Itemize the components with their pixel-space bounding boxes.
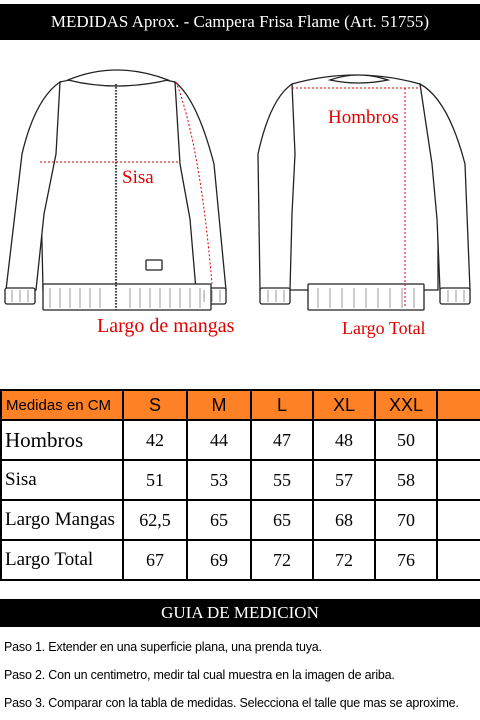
size-header: M bbox=[187, 390, 251, 420]
table-header-row bbox=[1, 390, 480, 420]
table-cell-empty bbox=[437, 420, 480, 460]
table-cell: 44 bbox=[187, 420, 251, 460]
jacket-front bbox=[5, 70, 226, 310]
size-header: XL bbox=[313, 390, 375, 420]
table-cell: 55 bbox=[251, 460, 313, 500]
back-ribbing bbox=[268, 288, 464, 308]
size-header: L bbox=[251, 390, 313, 420]
table-cell: 58 bbox=[375, 460, 437, 500]
table-cell: 62,5 bbox=[123, 500, 187, 540]
table-cell: 72 bbox=[313, 540, 375, 580]
table-cell: 48 bbox=[313, 420, 375, 460]
guide-steps bbox=[4, 633, 480, 717]
sleeve-length-label: Largo de mangas bbox=[97, 315, 235, 337]
table-row bbox=[1, 540, 480, 580]
table-cell: 51 bbox=[123, 460, 187, 500]
table-cell: 69 bbox=[187, 540, 251, 580]
guide-step: Paso 2. Con un centimetro, medir tal cual muestra en la imagen de ariba. bbox=[4, 668, 395, 682]
table-cell: 42 bbox=[123, 420, 187, 460]
table-cell: 65 bbox=[251, 500, 313, 540]
table-cell: 72 bbox=[251, 540, 313, 580]
size-header: S bbox=[123, 390, 187, 420]
table-cell: 68 bbox=[313, 500, 375, 540]
guide-step: Paso 3. Comparar con la tabla de medidas. Selecciona el talle que mas se aproxime. bbox=[4, 696, 459, 710]
page-title: MEDIDAS Aprox. - Campera Frisa Flame (Art. 51755) bbox=[0, 4, 480, 40]
table-cell: 65 bbox=[187, 500, 251, 540]
total-length-label: Largo Total bbox=[342, 318, 426, 338]
guide-title: GUIA DE MEDICION bbox=[0, 599, 480, 627]
shoulders-label: Hombros bbox=[328, 107, 399, 128]
row-label: Hombros bbox=[1, 420, 123, 460]
size-table bbox=[0, 389, 480, 581]
size-header: XXL bbox=[375, 390, 437, 420]
sisa-label: Sisa bbox=[122, 167, 154, 188]
table-cell: 76 bbox=[375, 540, 437, 580]
guide-step: Paso 1. Extender en una superficie plana, una prenda tuya. bbox=[4, 640, 322, 654]
table-cell: 67 bbox=[123, 540, 187, 580]
row-label: Sisa bbox=[1, 460, 123, 500]
table-cell: 70 bbox=[375, 500, 437, 540]
table-cell-empty bbox=[437, 540, 480, 580]
table-row bbox=[1, 420, 480, 460]
row-label: Largo Total bbox=[1, 540, 123, 580]
table-row bbox=[1, 500, 480, 540]
table-cell-empty bbox=[437, 460, 480, 500]
table-row bbox=[1, 460, 480, 500]
row-label: Largo Mangas bbox=[1, 500, 123, 540]
table-cell: 53 bbox=[187, 460, 251, 500]
size-header-empty bbox=[437, 390, 480, 420]
table-cell: 50 bbox=[375, 420, 437, 460]
table-cell-empty bbox=[437, 500, 480, 540]
table-cell: 57 bbox=[313, 460, 375, 500]
table-corner-label: Medidas en CM bbox=[1, 390, 123, 420]
table-cell: 47 bbox=[251, 420, 313, 460]
